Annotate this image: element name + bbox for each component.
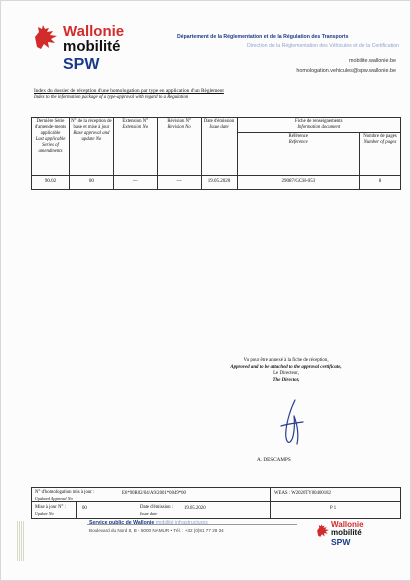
- side-stripe-decoration: [17, 521, 24, 561]
- index-title-en: Index to the information package of a type-approval with regard to a Regulation: [34, 95, 189, 100]
- approval-line-fr: Vu pour être annexé à la fiche de réception,: [243, 358, 329, 363]
- service-name: Service public de Wallonie mobilité infrastructures: [89, 520, 208, 526]
- direction-name: Direction de la Réglementation des Véhicules et de la Certification: [247, 43, 399, 49]
- header-revision: Révision N° Revision No: [157, 118, 201, 176]
- update-label-fr: Mise à jour N° :: [35, 505, 66, 510]
- cell-extension: ---: [113, 176, 157, 190]
- director-fr: Le Directeur,: [273, 371, 299, 377]
- cell-reference: 29087/GCH-053: [237, 176, 360, 190]
- footer-rooster-icon: [315, 523, 331, 539]
- cell-pages: 8: [360, 176, 401, 190]
- footer-logo-spw: SPW: [331, 537, 351, 547]
- update-number: 00: [82, 506, 87, 511]
- footer-wallonie-logo: [313, 517, 395, 551]
- footer-logo-mobilite: mobilité: [331, 528, 362, 537]
- footer-approval-box: [31, 487, 401, 519]
- cell-series: 90.02: [32, 176, 70, 190]
- header-fiche: Fiche de renseignements Information document: [237, 118, 400, 133]
- update-label-en: Update No: [35, 511, 54, 516]
- header-reception: N° de la réception de base et mise à jour Base approval and update No: [69, 118, 113, 176]
- footer-logo-wallonie: Wallonie: [331, 520, 364, 529]
- page-number: P 1: [330, 506, 337, 511]
- approval-line-en: Approved and to be attached to the approval certificate,: [230, 364, 342, 370]
- approval-number: E6*90R02/04/A9/2001*0049*00: [122, 491, 186, 496]
- table-row: [32, 176, 401, 190]
- service-address: Boulevard du Nord 8, B - 5000 NAMUR • Tél. : +32 (0)81 77 29 34: [89, 528, 224, 533]
- header-extension: Extension N° Extension No: [113, 118, 157, 176]
- issue-label-en: Issue date: [140, 511, 158, 516]
- issue-label-fr: Date d'émission :: [140, 505, 174, 510]
- logo-spw-text: SPW: [63, 56, 100, 73]
- website-link[interactable]: mobilite.wallonie.be: [348, 58, 396, 64]
- weas-number: WEAS : W2020TY00400182: [274, 491, 331, 496]
- wallonia-rooster-icon: [31, 23, 61, 53]
- header-series: Dernière Série d'amende-ments applicable Last applicable Series of amendments: [32, 118, 70, 176]
- director-en: The Director,: [272, 377, 300, 383]
- header-date: Date d'émission Issue date: [201, 118, 237, 176]
- handwritten-signature: [273, 396, 313, 451]
- index-table: [31, 117, 401, 190]
- approval-statement: [201, 358, 371, 384]
- index-title-fr: Index du dossier de réception d'une homologation par type en application d'un Règlement: [34, 88, 224, 94]
- email-link[interactable]: homologation.vehicules@spw.wallonie.be: [296, 68, 396, 74]
- footer-divider: [87, 524, 297, 525]
- logo-wallonie-text: Wallonie: [63, 23, 125, 40]
- cell-revision: ---: [157, 176, 201, 190]
- header-pages: Nombre de pages Number of pages: [360, 132, 401, 175]
- header-reference: Référence Reference: [237, 132, 360, 175]
- issue-date: 19.05.2020: [184, 506, 206, 511]
- wallonie-mobilite-logo: [31, 23, 151, 83]
- cell-date: 19.05.2020: [201, 176, 237, 190]
- department-name: Département de la Réglementation et de la Régulation des Transports: [177, 34, 349, 40]
- approval-label-fr: N° d'homologation mis à jour :: [35, 490, 95, 495]
- cell-reception: 00: [69, 176, 113, 190]
- table-header-row: [32, 118, 401, 133]
- logo-mobilite-text: mobilité: [63, 38, 121, 55]
- approval-label-en: Updated Approval No: [35, 496, 73, 501]
- signer-name: A. DESCAMPS: [257, 457, 291, 463]
